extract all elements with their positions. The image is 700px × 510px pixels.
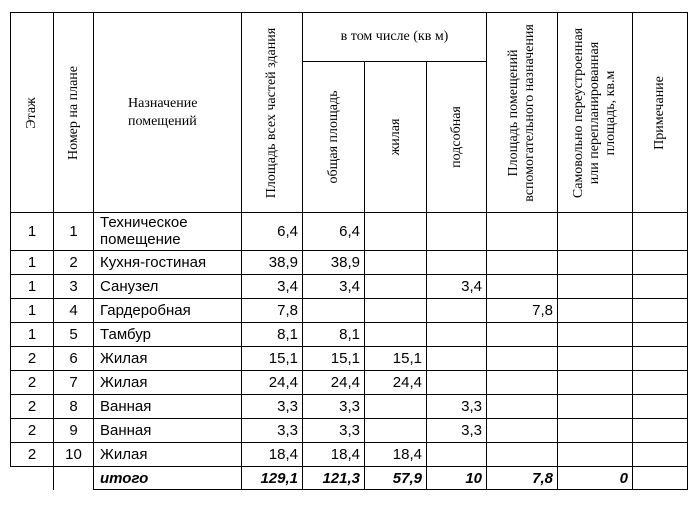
auxiliary-area-cell [427,443,487,467]
totals-total-area: 129,1 [242,467,303,490]
room-name-cell: Техническое помещение [94,213,242,251]
unauthorized-area-cell [558,419,633,443]
header-including-group: в том числе (кв м) [303,13,487,62]
plan-number-cell: 5 [54,323,94,347]
totals-aux-purpose-area: 7,8 [487,467,558,490]
auxiliary-area-cell [427,299,487,323]
note-cell [633,213,688,251]
room-name-cell: Жилая [94,443,242,467]
unauthorized-area-cell [558,347,633,371]
auxiliary-area-cell [427,371,487,395]
total-area-cell: 3,3 [242,419,303,443]
aux-purpose-area-cell [487,395,558,419]
aux-purpose-area-cell [487,251,558,275]
living-area-cell [365,323,427,347]
living-area-cell [365,251,427,275]
room-name-cell: Жилая [94,347,242,371]
table-row [11,443,688,467]
general-area-cell: 6,4 [303,213,365,251]
totals-blank-cell [11,467,54,490]
header-aux-purpose-area: Площадь помещений вспомогательного назначения [487,13,558,213]
general-area-cell: 38,9 [303,251,365,275]
totals-blank-cell [54,467,94,490]
total-area-cell: 8,1 [242,323,303,347]
general-area-cell: 3,3 [303,419,365,443]
living-area-cell [365,213,427,251]
aux-purpose-area-cell [487,371,558,395]
plan-number-cell: 10 [54,443,94,467]
total-area-cell: 3,3 [242,395,303,419]
floor-cell: 2 [11,347,54,371]
floor-cell: 1 [11,251,54,275]
floor-cell: 2 [11,371,54,395]
floor-cell: 1 [11,213,54,251]
plan-number-cell: 9 [54,419,94,443]
living-area-cell [365,299,427,323]
header-total-area: Площадь всех частей здания [242,13,303,213]
unauthorized-area-cell [558,443,633,467]
note-cell [633,371,688,395]
room-name-cell: Тамбур [94,323,242,347]
totals-label: итого [94,467,242,490]
auxiliary-area-cell: 3,4 [427,275,487,299]
aux-purpose-area-cell: 7,8 [487,299,558,323]
living-area-cell: 18,4 [365,443,427,467]
totals-living: 57,9 [365,467,427,490]
table-body [11,213,688,467]
header-living: жилая [365,62,427,213]
floor-cell: 1 [11,323,54,347]
floor-cell: 2 [11,419,54,443]
note-cell [633,419,688,443]
room-name-cell: Жилая [94,371,242,395]
auxiliary-area-cell [427,213,487,251]
floor-cell: 1 [11,275,54,299]
floor-cell: 1 [11,299,54,323]
room-name-cell: Ванная [94,419,242,443]
table-row [11,347,688,371]
room-name-cell: Санузел [94,275,242,299]
note-cell [633,323,688,347]
aux-purpose-area-cell [487,347,558,371]
general-area-cell: 18,4 [303,443,365,467]
living-area-cell: 24,4 [365,371,427,395]
header-purpose: Назначение помещений [94,13,242,213]
table-row [11,371,688,395]
general-area-cell: 24,4 [303,371,365,395]
room-explication-table-wrapper [10,12,688,490]
table-row [11,395,688,419]
header-general-area: общая площадь [303,62,365,213]
table-row [11,299,688,323]
table-row [11,213,688,251]
totals-auxiliary: 10 [427,467,487,490]
aux-purpose-area-cell [487,213,558,251]
unauthorized-area-cell [558,323,633,347]
room-name-cell: Кухня-гостиная [94,251,242,275]
note-cell [633,251,688,275]
room-name-cell: Гардеробная [94,299,242,323]
unauthorized-area-cell [558,251,633,275]
unauthorized-area-cell [558,371,633,395]
header-note: Примечание [633,13,688,213]
general-area-cell: 15,1 [303,347,365,371]
plan-number-cell: 7 [54,371,94,395]
header-auxiliary: подсобная [427,62,487,213]
floor-cell: 2 [11,395,54,419]
plan-number-cell: 1 [54,213,94,251]
unauthorized-area-cell [558,213,633,251]
general-area-cell: 3,4 [303,275,365,299]
header-plan-number: Номер на плане [54,13,94,213]
plan-number-cell: 2 [54,251,94,275]
table-row [11,275,688,299]
note-cell [633,275,688,299]
unauthorized-area-cell [558,275,633,299]
aux-purpose-area-cell [487,323,558,347]
living-area-cell [365,419,427,443]
plan-number-cell: 6 [54,347,94,371]
room-explication-table [10,12,688,490]
aux-purpose-area-cell [487,443,558,467]
header-floor: Этаж [11,13,54,213]
general-area-cell: 8,1 [303,323,365,347]
aux-purpose-area-cell [487,275,558,299]
table-row [11,323,688,347]
total-area-cell: 15,1 [242,347,303,371]
totals-unauthorized: 0 [558,467,633,490]
note-cell [633,395,688,419]
auxiliary-area-cell [427,323,487,347]
total-area-cell: 6,4 [242,213,303,251]
total-area-cell: 7,8 [242,299,303,323]
note-cell [633,347,688,371]
aux-purpose-area-cell [487,419,558,443]
auxiliary-area-cell [427,347,487,371]
unauthorized-area-cell [558,395,633,419]
note-cell [633,299,688,323]
table-row [11,419,688,443]
general-area-cell: 3,3 [303,395,365,419]
auxiliary-area-cell: 3,3 [427,395,487,419]
floor-cell: 2 [11,443,54,467]
table-row [11,251,688,275]
note-cell [633,443,688,467]
plan-number-cell: 4 [54,299,94,323]
living-area-cell [365,395,427,419]
totals-row [11,467,688,490]
living-area-cell: 15,1 [365,347,427,371]
auxiliary-area-cell [427,251,487,275]
header-unauthorized: Самовольно переустроенная или перепланированная площадь, кв.м [558,13,633,213]
totals-general-area: 121,3 [303,467,365,490]
totals-note [633,467,688,490]
room-name-cell: Ванная [94,395,242,419]
plan-number-cell: 8 [54,395,94,419]
total-area-cell: 3,4 [242,275,303,299]
auxiliary-area-cell: 3,3 [427,419,487,443]
unauthorized-area-cell [558,299,633,323]
total-area-cell: 18,4 [242,443,303,467]
plan-number-cell: 3 [54,275,94,299]
living-area-cell [365,275,427,299]
total-area-cell: 38,9 [242,251,303,275]
total-area-cell: 24,4 [242,371,303,395]
general-area-cell [303,299,365,323]
